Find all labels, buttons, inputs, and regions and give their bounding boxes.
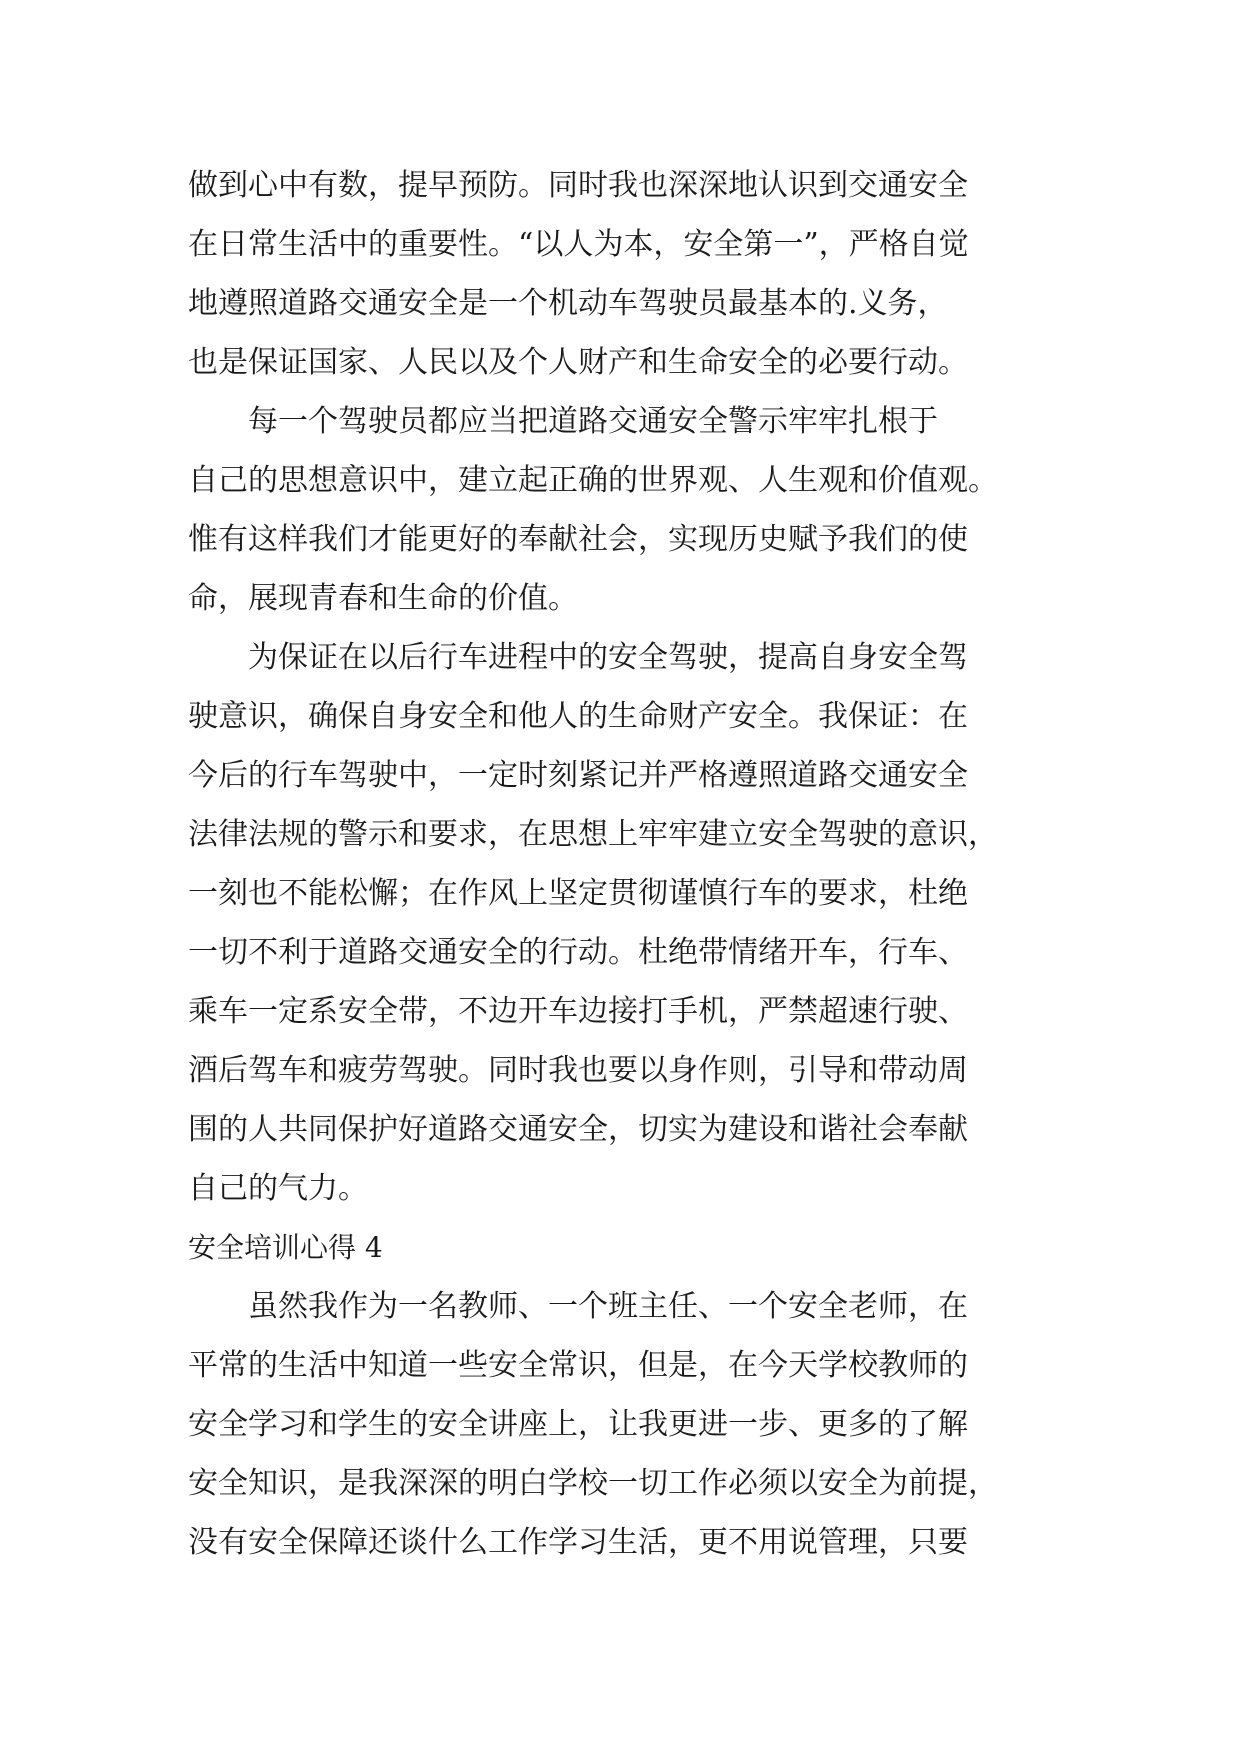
text-line: 在日常生活中的重要性。“以人为本，安全第一”，严格自觉 [188,227,969,262]
text-line: 也是保证国家、人民以及个人财产和生命安全的必要行动。 [188,345,968,380]
text-line: 驶意识，确保自身安全和他人的生命财产安全。我保证：在 [188,699,968,734]
text-line: 每一个驾驶员都应当把道路交通安全警示牢牢扎根于 [188,404,938,439]
text-line: 围的人共同保护好道路交通安全，切实为建设和谐社会奉献 [188,1112,968,1147]
text-line: 自己的思想意识中，建立起正确的世界观、人生观和价值观。 [188,463,998,498]
text-line: 酒后驾车和疲劳驾驶。同时我也要以身作则，引导和带动周 [188,1053,968,1088]
text-line: 做到心中有数，提早预防。同时我也深深地认识到交通安全 [188,168,968,203]
text-line: 安全知识，是我深深的明白学校一切工作必须以安全为前提， [188,1466,998,1501]
text-line: 没有安全保障还谈什么工作学习生活，更不用说管理，只要 [188,1525,968,1560]
text-line: 乘车一定系安全带，不边开车边接打手机，严禁超速行驶、 [188,994,968,1029]
text-line: 法律法规的警示和要求，在思想上牢牢建立安全驾驶的意识， [188,817,998,852]
text-line: 命，展现青春和生命的价值。 [188,581,578,616]
text-line: 惟有这样我们才能更好的奉献社会，实现历史赋予我们的使 [188,522,968,557]
text-line: 为保证在以后行车进程中的安全驾驶，提高自身安全驾 [188,640,968,675]
text-line: 自己的气力。 [188,1171,368,1206]
document-body [188,156,1058,1572]
text-line: 安全学习和学生的安全讲座上，让我更进一步、更多的了解 [188,1407,968,1442]
text-line: 虽然我作为一名教师、一个班主任、一个安全老师，在 [188,1289,968,1324]
text-line: 一切不利于道路交通安全的行动。杜绝带情绪开车，行车、 [188,935,968,970]
text-line: 一刻也不能松懈；在作风上坚定贯彻谨慎行车的要求，杜绝 [188,876,968,911]
text-line: 今后的行车驾驶中，一定时刻紧记并严格遵照道路交通安全 [188,758,968,793]
text-line: 地遵照道路交通安全是一个机动车驾驶员最基本的.义务， [188,286,948,321]
text-line: 平常的生活中知道一些安全常识，但是，在今天学校教师的 [188,1348,968,1383]
section-heading: 安全培训心得 4 [188,1231,383,1264]
